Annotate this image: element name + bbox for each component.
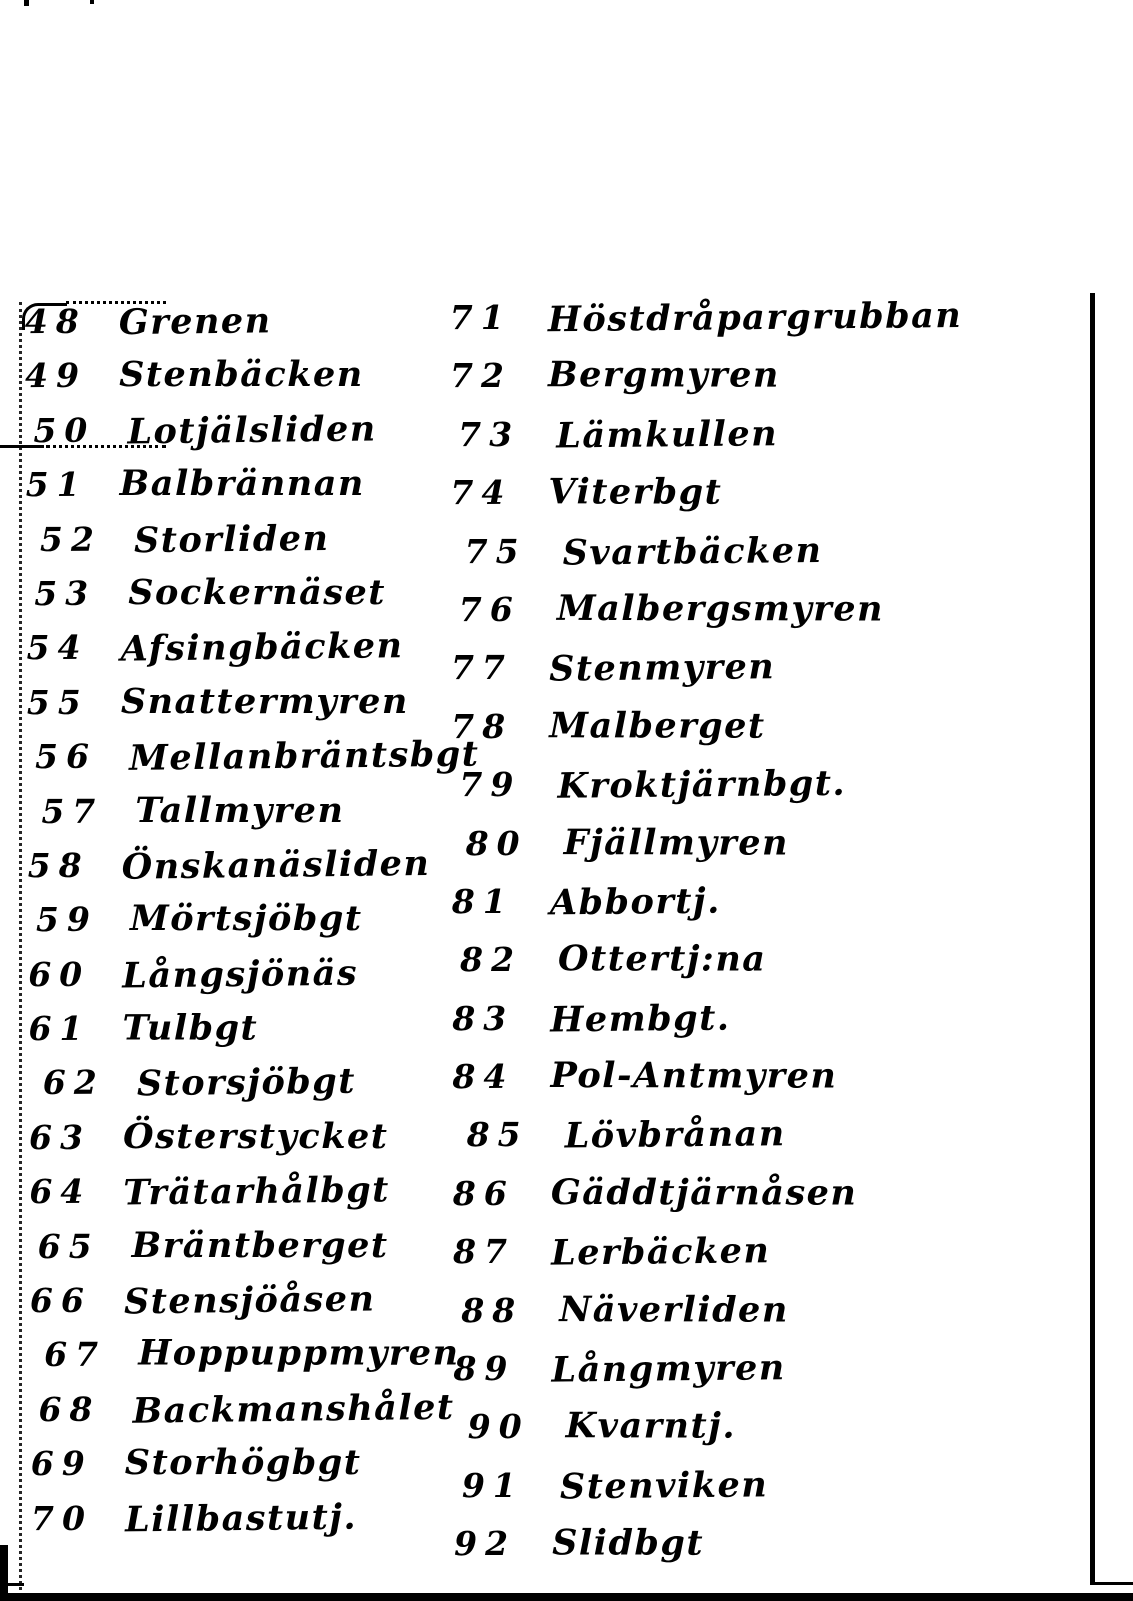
entry-number: 60	[28, 954, 91, 994]
list-entry	[30, 1332, 460, 1389]
entry-number: 58	[27, 845, 90, 886]
entry-name: Snattermyren	[120, 680, 409, 722]
list-entry	[30, 1387, 460, 1444]
list-entry	[451, 587, 1111, 648]
entry-name: Fjällmyren	[563, 821, 790, 864]
list-entry	[450, 295, 1110, 356]
entry-name: Mörtsjöbgt	[129, 898, 363, 940]
entry-name: Hembgt.	[550, 997, 731, 1041]
entry-number: 57	[41, 791, 104, 831]
list-entry	[28, 897, 458, 954]
entry-name: Önskanäsliden	[121, 842, 431, 888]
entry-name: Pol-Antmyren	[550, 1055, 838, 1097]
list-entry	[452, 996, 1112, 1057]
entry-number: 55	[26, 682, 89, 722]
entry-name: Tallmyren	[135, 789, 345, 831]
entry-name: Slidbgt	[552, 1522, 705, 1564]
entry-name: Malberget	[549, 704, 766, 747]
entry-name: Lövbrånan	[564, 1113, 786, 1157]
entry-name: Österstycket	[123, 1115, 389, 1157]
bottom-left-scan-bar	[0, 1545, 8, 1601]
entry-name: Svartbäcken	[562, 529, 823, 574]
entry-number: 74	[450, 473, 513, 513]
list-entry	[26, 516, 456, 573]
entry-name: Sockernäset	[128, 571, 386, 613]
list-entry	[451, 762, 1111, 823]
list-entry	[28, 843, 458, 900]
list-entry	[27, 680, 457, 737]
entry-name: Bräntberget	[131, 1224, 389, 1266]
right-rule-foot-line	[1092, 1582, 1133, 1585]
entry-number: 62	[42, 1063, 105, 1103]
left-margin-dotted-rule	[19, 302, 22, 1597]
entry-number: 83	[452, 998, 515, 1038]
list-column-right	[450, 295, 1114, 1582]
entry-number: 76	[458, 589, 521, 630]
list-entry	[451, 528, 1111, 589]
entry-number: 80	[465, 823, 528, 863]
entry-name: Stenviken	[559, 1464, 769, 1508]
entry-name: Bergmyren	[547, 354, 780, 397]
entry-number: 66	[29, 1280, 93, 1321]
entry-number: 79	[459, 765, 522, 805]
entry-number: 71	[449, 297, 512, 338]
entry-name: Stenbäcken	[119, 354, 364, 396]
entry-name: Grenen	[118, 300, 272, 344]
entry-name: Näverliden	[559, 1288, 789, 1331]
entry-number: 85	[466, 1115, 529, 1155]
list-entry	[25, 353, 455, 410]
list-entry	[29, 1060, 459, 1117]
entry-name: Afsingbäcken	[120, 625, 404, 670]
entry-number: 51	[25, 464, 88, 505]
entry-number: 61	[28, 1008, 91, 1049]
entry-number: 49	[25, 356, 88, 396]
scan-speck	[24, 0, 29, 6]
entry-number: 89	[453, 1348, 516, 1389]
entry-number: 53	[34, 573, 97, 614]
entry-number: 64	[29, 1172, 92, 1212]
entry-number: 54	[26, 628, 89, 668]
entry-name: Mellanbräntsbgt	[128, 733, 480, 779]
entry-number: 88	[461, 1290, 524, 1330]
list-column-left	[24, 299, 480, 1552]
entry-name: Abbortj.	[549, 880, 721, 924]
entry-name: Tulbgt	[122, 1007, 259, 1049]
list-entry	[452, 820, 1112, 881]
list-entry	[28, 952, 458, 1009]
entry-number: 78	[451, 706, 514, 746]
entry-name: Storhögbgt	[124, 1442, 362, 1484]
entry-number: 50	[33, 410, 96, 450]
entry-name: Kvarntj.	[565, 1405, 737, 1448]
entry-number: 63	[29, 1117, 92, 1157]
list-entry	[453, 1112, 1113, 1173]
entry-number: 72	[449, 356, 513, 396]
entry-number: 73	[458, 414, 521, 454]
list-entry	[29, 1169, 459, 1226]
list-entry	[25, 299, 455, 356]
list-entry	[452, 879, 1112, 940]
entry-name: Lotjälsliden	[127, 408, 377, 453]
entry-number: 59	[35, 900, 99, 940]
entry-number: 70	[30, 1498, 94, 1538]
list-entry	[31, 1495, 461, 1552]
bottom-scan-band	[0, 1593, 1133, 1601]
entry-name: Malbergsmyren	[556, 587, 884, 630]
list-entry	[451, 645, 1111, 706]
entry-name: Stenmyren	[548, 646, 776, 690]
entry-name: Viterbgt	[548, 471, 723, 513]
entry-name: Långsjönäs	[122, 952, 359, 997]
list-entry	[26, 571, 456, 628]
entry-number: 67	[44, 1335, 107, 1375]
entry-name: Gäddtjärnåsen	[550, 1171, 858, 1214]
entry-name: Backmanshålet	[132, 1386, 455, 1432]
scan-speck	[90, 0, 94, 4]
list-entry	[30, 1224, 460, 1281]
list-entry	[454, 1463, 1114, 1524]
entry-name: Lerbäcken	[550, 1230, 771, 1274]
entry-number: 87	[453, 1232, 516, 1272]
list-entry	[31, 1441, 461, 1498]
entry-name: Trätarhålbgt	[123, 1169, 391, 1214]
entry-number: 82	[460, 940, 523, 980]
bottom-left-tick	[0, 1583, 24, 1586]
entry-number: 91	[461, 1465, 524, 1505]
list-entry	[26, 625, 456, 682]
list-entry	[452, 937, 1112, 998]
list-entry	[453, 1346, 1113, 1407]
list-entry	[452, 1054, 1112, 1115]
entry-name: Stensjöåsen	[123, 1278, 376, 1323]
entry-name: Kroktjärnbgt.	[557, 762, 847, 807]
entry-number: 68	[38, 1389, 101, 1429]
list-entry	[27, 733, 480, 791]
list-entry	[450, 412, 1110, 473]
entry-name: Lillbastutj.	[124, 1496, 358, 1541]
list-entry	[30, 1278, 460, 1335]
list-entry	[26, 462, 456, 519]
entry-name: Lämkullen	[556, 413, 779, 457]
list-entry	[29, 1115, 459, 1172]
entry-number: 75	[464, 531, 527, 571]
list-entry	[453, 1229, 1113, 1290]
entry-number: 90	[467, 1407, 530, 1447]
entry-number: 84	[452, 1057, 515, 1097]
entry-name: Ottertj:na	[558, 938, 767, 980]
entry-name: Storsjöbgt	[136, 1061, 357, 1105]
entry-number: 86	[452, 1173, 515, 1214]
entry-number: 69	[30, 1443, 93, 1484]
entry-name: Balbrännan	[119, 463, 365, 505]
entry-number: 77	[450, 648, 514, 688]
list-entry	[454, 1404, 1114, 1465]
entry-number: 65	[37, 1226, 100, 1266]
entry-number: 52	[39, 519, 103, 559]
entry-number: 81	[451, 881, 514, 922]
entry-name: Storliden	[133, 517, 330, 561]
list-entry	[450, 353, 1110, 414]
list-entry	[450, 470, 1110, 531]
entry-number: 56	[35, 736, 98, 777]
list-entry	[27, 788, 457, 845]
list-entry	[454, 1521, 1114, 1582]
entry-number: 92	[454, 1524, 517, 1564]
entry-number: 48	[24, 301, 87, 342]
entry-name: Långmyren	[551, 1347, 786, 1391]
list-entry	[453, 1287, 1113, 1348]
list-entry	[28, 1006, 458, 1063]
list-entry	[453, 1171, 1113, 1232]
entry-name: Höstdråpargrubban	[547, 294, 963, 341]
list-entry	[451, 704, 1111, 765]
list-entry	[25, 408, 455, 465]
entry-name: Hoppuppmyren	[138, 1333, 460, 1375]
